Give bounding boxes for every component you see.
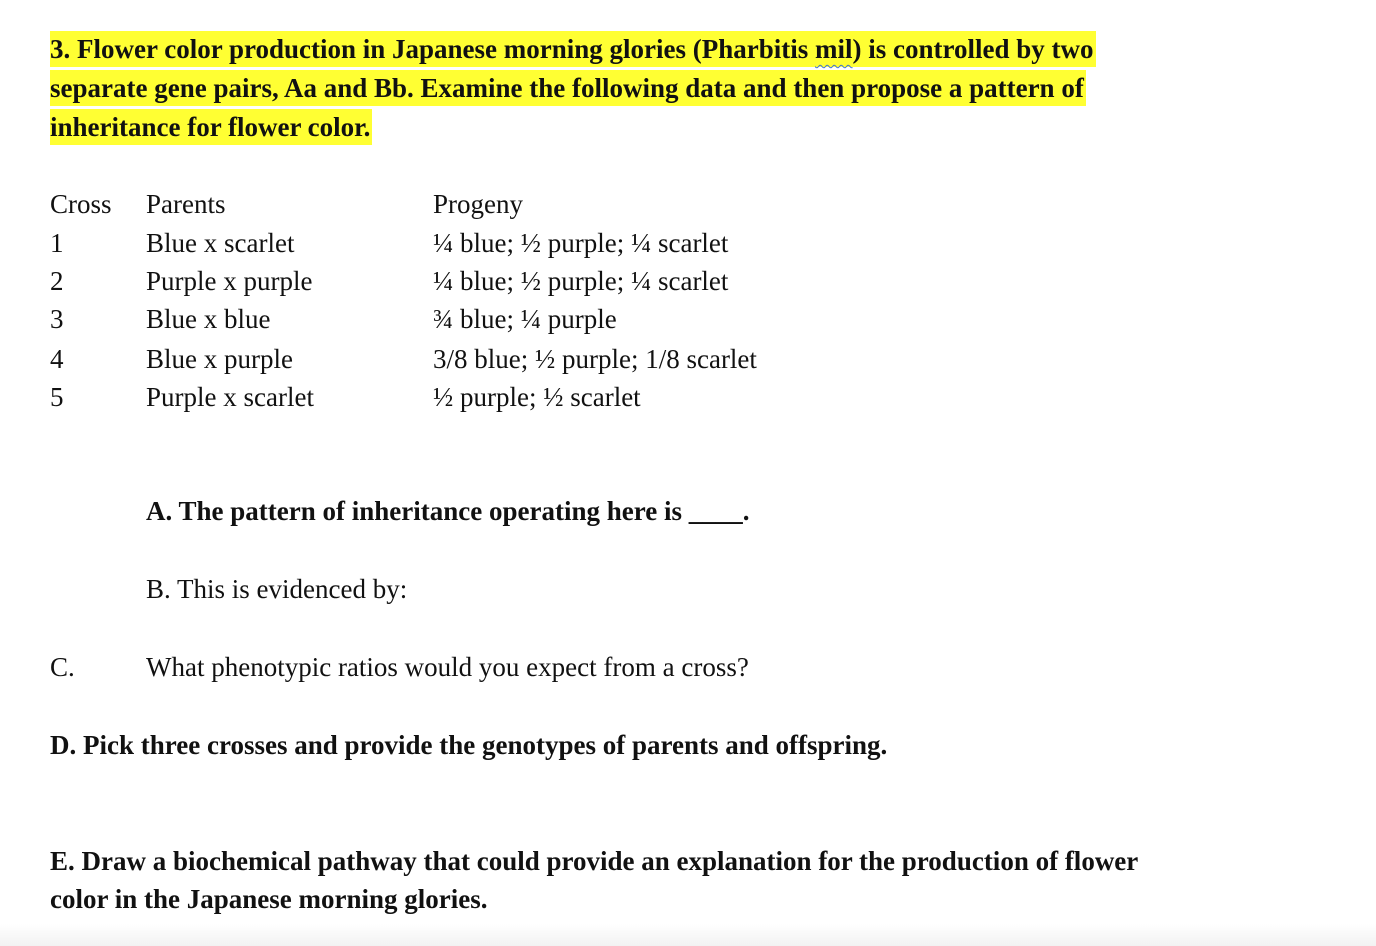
table-row-4-parents: Blue x purple (146, 344, 293, 374)
table-row-5-parents: Purple x scarlet (146, 382, 314, 412)
table-row-3-progeny: ¾ blue; ¼ purple (433, 304, 617, 334)
table-row-1-progeny: ¼ blue; ½ purple; ¼ scarlet (433, 228, 729, 258)
table-row-3-cross: 3 (50, 304, 64, 334)
part-e-line-1: E. Draw a biochemical pathway that could provide an explanation for the production of flower (50, 846, 1139, 876)
part-d: D. Pick three crosses and provide the genotypes of parents and offspring. (50, 730, 888, 760)
question-line-3: inheritance for flower color. (50, 109, 372, 145)
page-bottom-edge (0, 924, 1376, 946)
part-a: A. The pattern of inheritance operating here is ____. (146, 496, 750, 526)
table-row-1-cross: 1 (50, 228, 64, 258)
table-header-progeny: Progeny (433, 189, 523, 219)
part-c: What phenotypic ratios would you expect from a cross? (146, 652, 749, 682)
question-line-1 (50, 31, 1096, 67)
part-c-label: C. (50, 652, 75, 682)
question-line-2: separate gene pairs, Aa and Bb. Examine the following data and then propose a pattern of (50, 70, 1086, 106)
table-row-2-parents: Purple x purple (146, 266, 313, 296)
table-header-parents: Parents (146, 189, 226, 219)
table-header-cross: Cross (50, 189, 112, 219)
table-row-2-progeny: ¼ blue; ½ purple; ¼ scarlet (433, 266, 729, 296)
spellcheck-word[interactable]: mil (815, 34, 853, 64)
table-row-1-parents: Blue x scarlet (146, 228, 295, 258)
part-b: B. This is evidenced by: (146, 574, 408, 604)
question-line-1-start: 3. Flower color production in Japanese morning glories (Pharbitis (50, 34, 816, 64)
part-e-line-2: color in the Japanese morning glories. (50, 884, 488, 914)
table-row-4-cross: 4 (50, 344, 64, 374)
table-row-5-cross: 5 (50, 382, 64, 412)
table-row-5-progeny: ½ purple; ½ scarlet (433, 382, 641, 412)
table-row-3-parents: Blue x blue (146, 304, 271, 334)
table-row-4-progeny: 3/8 blue; ½ purple; 1/8 scarlet (433, 344, 757, 374)
table-row-2-cross: 2 (50, 266, 64, 296)
question-line-1-end: ) is controlled by two (852, 34, 1094, 64)
